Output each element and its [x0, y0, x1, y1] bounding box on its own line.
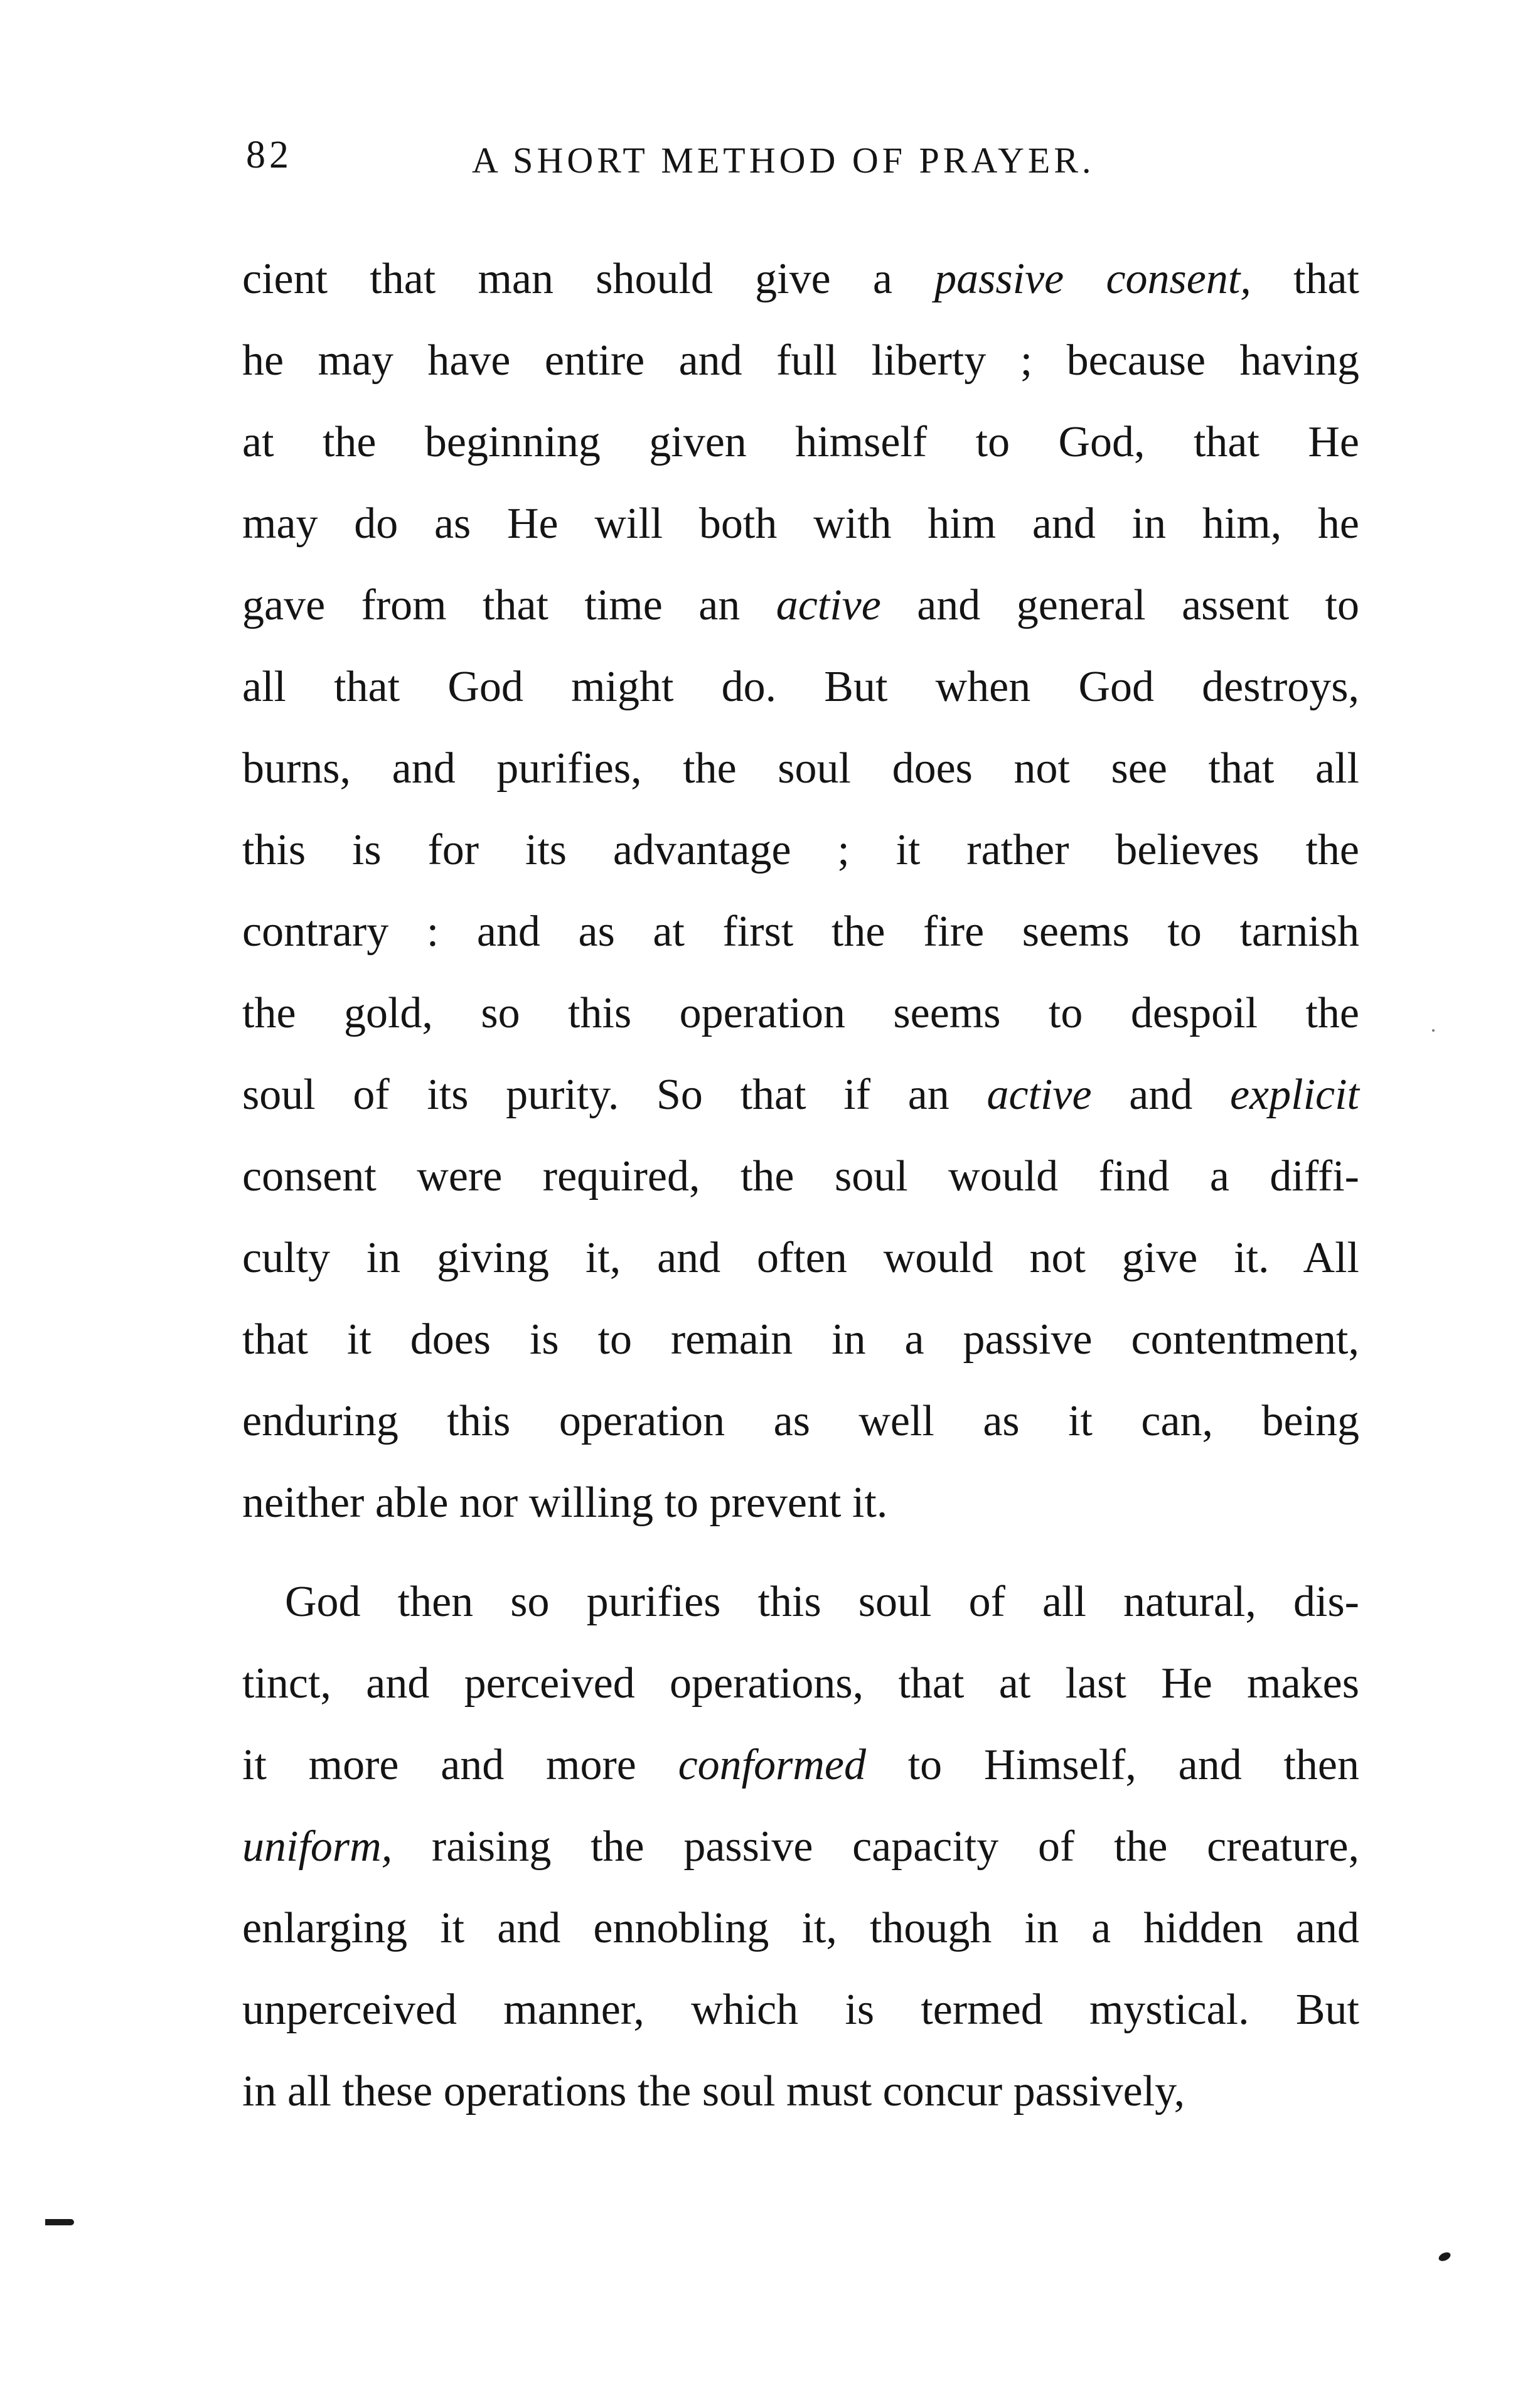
text-line: [242, 1888, 1359, 1969]
text-line: [242, 1381, 1359, 1462]
text-line: [242, 810, 1359, 891]
text-run: at the beginning given himself to God, that He: [242, 418, 1359, 466]
text-run: that it does is to remain in a passive contentment,: [242, 1315, 1359, 1364]
text-run: soul of its purity. So that if an: [242, 1071, 987, 1119]
print-mark-left: [45, 2219, 74, 2225]
text-run: and general assent to: [880, 581, 1359, 629]
text-line: [242, 1969, 1359, 2051]
text-line: [242, 2051, 1359, 2132]
text-run: raising the passive capacity of the creature,: [392, 1822, 1359, 1871]
print-mark-right: [1437, 2250, 1452, 2262]
text-run: that: [1251, 255, 1360, 303]
paragraph-gap: [242, 1544, 1359, 1561]
italic-text-run: active: [776, 581, 881, 629]
text-line: [242, 320, 1359, 402]
text-line: [242, 1217, 1359, 1299]
italic-text-run: explicit: [1229, 1071, 1359, 1119]
text-run: he may have entire and full liberty ; because having: [242, 336, 1359, 385]
text-line: [242, 1299, 1359, 1381]
text-line: [242, 891, 1359, 973]
text-line: [242, 238, 1359, 320]
text-run: in all these operations the soul must concur passively,: [242, 2067, 1185, 2116]
page-number: 82: [246, 134, 292, 176]
text-line: [242, 565, 1359, 646]
text-run: God then so purifies this soul of all natural, dis-: [285, 1578, 1359, 1626]
text-run: contrary : and as at first the fire seems to tarnish: [242, 907, 1359, 956]
text-run: enlarging it and ennobling it, though in a hidden and: [242, 1904, 1359, 1952]
italic-text-run: conformed: [678, 1741, 866, 1789]
text-run: burns, and purifies, the soul does not see that all: [242, 744, 1359, 793]
text-line: [242, 1806, 1359, 1888]
text-run: gave from that time an: [242, 581, 776, 629]
text-line: [242, 1643, 1359, 1725]
text-run: to Himself, and then: [865, 1741, 1359, 1789]
text-run: culty in giving it, and often would not give it. All: [242, 1234, 1359, 1282]
running-title: A SHORT METHOD OF PRAYER.: [472, 140, 1095, 181]
text-line: [242, 646, 1359, 728]
text-line: [242, 1136, 1359, 1217]
text-run: tinct, and perceived operations, that at last He makes: [242, 1659, 1359, 1708]
italic-text-run: active: [987, 1071, 1092, 1119]
italic-text-run: uniform,: [242, 1822, 393, 1871]
text-run: neither able nor willing to prevent it.: [242, 1479, 888, 1527]
body-text: [242, 238, 1359, 2132]
text-run: cient that man should give a: [242, 255, 935, 303]
text-run: unperceived manner, which is termed mystical. But: [242, 1986, 1359, 2034]
text-line: [242, 728, 1359, 810]
text-line: [242, 1462, 1359, 1544]
running-head: [246, 133, 1250, 190]
text-run: it more and more: [242, 1741, 678, 1789]
text-line: [242, 973, 1359, 1054]
text-run: may do as He will both with him and in him, he: [242, 500, 1359, 548]
text-run: enduring this operation as well as it can, being: [242, 1397, 1359, 1445]
text-run: and: [1091, 1071, 1230, 1119]
text-run: the gold, so this operation seems to despoil the: [242, 989, 1359, 1037]
italic-text-run: passive consent,: [934, 255, 1251, 303]
text-line: [242, 1561, 1359, 1643]
text-line: [242, 402, 1359, 483]
text-line: [242, 483, 1359, 565]
text-run: this is for its advantage ; it rather believes the: [242, 826, 1359, 874]
text-line: [242, 1725, 1359, 1806]
text-run: consent were required, the soul would find a diffi-: [242, 1152, 1359, 1201]
text-line: [242, 1054, 1359, 1136]
print-speck-mark: [1432, 1029, 1435, 1032]
text-run: all that God might do. But when God destroys,: [242, 663, 1359, 711]
